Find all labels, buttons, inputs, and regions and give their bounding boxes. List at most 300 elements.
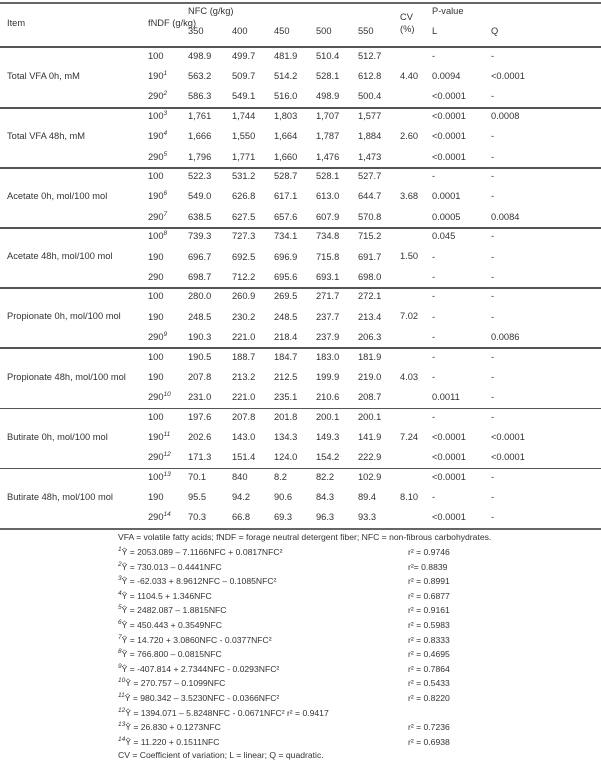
table-top-rule bbox=[0, 2, 601, 4]
nfc-value: 1,761 bbox=[188, 111, 212, 122]
r-squared: r² = 0.5983 bbox=[408, 620, 450, 630]
p-linear: - bbox=[432, 171, 436, 182]
fndf-value bbox=[148, 472, 171, 482]
footnote-ref: 12 bbox=[163, 450, 171, 458]
header-rule bbox=[0, 46, 601, 48]
nfc-value: 272.1 bbox=[358, 291, 382, 302]
fndf-number: 290 bbox=[148, 391, 164, 402]
nfc-value: 498.9 bbox=[316, 91, 340, 102]
p-quadratic: - bbox=[491, 291, 495, 302]
nfc-value: 627.5 bbox=[232, 211, 256, 222]
footnote-number: 7 bbox=[118, 633, 122, 641]
footnote-ref: 3 bbox=[163, 110, 168, 117]
nfc-value: 200.1 bbox=[316, 411, 340, 422]
nfc-value: 734.1 bbox=[274, 231, 298, 242]
nfc-value: 739.3 bbox=[188, 231, 212, 242]
p-quadratic: - bbox=[491, 491, 495, 502]
fndf-value bbox=[148, 131, 167, 141]
group-rule bbox=[0, 528, 601, 530]
nfc-value: 500.4 bbox=[358, 91, 382, 102]
nfc-value: 528.1 bbox=[316, 171, 340, 182]
equation-footnote bbox=[118, 635, 272, 645]
equation-text: Ŷ = -407.814 + 2.7344NFC - 0.0293NFC² bbox=[121, 663, 280, 674]
nfc-value: 698.7 bbox=[188, 271, 212, 282]
nfc-value: 221.0 bbox=[232, 391, 256, 402]
fndf-number: 100 bbox=[148, 51, 164, 61]
equation-footnote bbox=[118, 678, 225, 688]
p-quadratic: - bbox=[491, 391, 495, 402]
footnote-number: 3 bbox=[118, 575, 122, 583]
fndf-value bbox=[148, 352, 164, 362]
nfc-value: 90.6 bbox=[274, 491, 293, 502]
item-label: Total VFA 48h, mM bbox=[7, 131, 86, 142]
equation-footnote bbox=[118, 722, 221, 732]
p-quadratic: <0.0001 bbox=[491, 452, 525, 462]
fndf-value bbox=[148, 212, 167, 222]
nfc-value: 269.5 bbox=[274, 291, 298, 302]
nfc-value: 607.9 bbox=[316, 211, 340, 222]
nfc-value: 657.6 bbox=[274, 211, 298, 222]
cv-value: 2.60 bbox=[400, 131, 419, 142]
header-nfc-400: 400 bbox=[232, 26, 248, 36]
nfc-value: 124.0 bbox=[274, 452, 298, 462]
nfc-value: 514.2 bbox=[274, 71, 298, 82]
nfc-value: 260.9 bbox=[232, 291, 256, 302]
header-l: L bbox=[432, 26, 438, 36]
nfc-value: 141.9 bbox=[358, 431, 382, 442]
p-quadratic: 0.0008 bbox=[491, 111, 520, 122]
header-q: Q bbox=[491, 26, 499, 36]
p-linear: - bbox=[432, 371, 436, 382]
item-label: Propionate 0h, mol/100 mol bbox=[7, 311, 121, 322]
group-rule bbox=[0, 227, 601, 229]
nfc-value: 1,476 bbox=[316, 151, 340, 162]
nfc-value: 210.6 bbox=[316, 391, 340, 402]
equation-footnote bbox=[118, 620, 222, 630]
p-linear: - bbox=[432, 331, 436, 342]
nfc-value: 691.7 bbox=[358, 251, 382, 262]
footnote-ref: 13 bbox=[163, 470, 171, 478]
nfc-value: 69.3 bbox=[274, 512, 293, 523]
item-label: Total VFA 0h, mM bbox=[7, 71, 80, 81]
fndf-value bbox=[148, 372, 164, 382]
nfc-value: 199.9 bbox=[316, 371, 340, 382]
fndf-number: 100 bbox=[148, 291, 164, 302]
cv-value: 7.02 bbox=[400, 311, 419, 322]
p-quadratic: - bbox=[491, 91, 495, 102]
p-linear: - bbox=[432, 251, 436, 262]
fndf-number: 290 bbox=[148, 331, 164, 342]
fndf-number: 190 bbox=[148, 311, 164, 322]
p-linear: <0.0001 bbox=[432, 151, 466, 162]
footnote-number: 4 bbox=[118, 589, 122, 597]
p-linear: <0.0001 bbox=[432, 431, 466, 442]
equation-text: Ŷ = 1394.071 – 5.8248NFC - 0.0671NFC² r² = 0.9417 bbox=[125, 707, 329, 718]
p-linear: - bbox=[432, 51, 436, 61]
r-squared: r² = 0.7236 bbox=[408, 722, 450, 733]
nfc-value: 190.5 bbox=[188, 351, 212, 362]
nfc-value: 695.6 bbox=[274, 271, 298, 282]
nfc-value: 499.7 bbox=[232, 51, 256, 61]
item-label: Butirate 48h, mol/100 mol bbox=[7, 491, 113, 502]
p-quadratic: - bbox=[491, 191, 495, 202]
nfc-value: 698.0 bbox=[358, 271, 382, 282]
p-quadratic: - bbox=[491, 411, 495, 422]
equation-text: Ŷ = 14.720 + 3.0860NFC - 0.0377NFC² bbox=[121, 634, 272, 645]
footnote-number: 10 bbox=[118, 677, 126, 685]
cv-value: 8.10 bbox=[400, 491, 419, 502]
nfc-value: 549.0 bbox=[188, 191, 212, 202]
equation-footnote bbox=[118, 708, 329, 718]
equation-text: Ŷ = 11.220 + 0.1511NFC bbox=[125, 736, 220, 747]
nfc-value: 522.3 bbox=[188, 171, 212, 182]
fndf-number: 290 bbox=[148, 452, 164, 462]
nfc-value: 1,771 bbox=[232, 151, 256, 162]
nfc-value: 201.8 bbox=[274, 411, 298, 422]
equation-footnote bbox=[118, 562, 222, 572]
p-quadratic: 0.0084 bbox=[491, 211, 520, 222]
nfc-value: 222.9 bbox=[358, 452, 382, 462]
nfc-value: 96.3 bbox=[316, 512, 335, 523]
fndf-number: 100 bbox=[148, 231, 164, 242]
footnote-number: 14 bbox=[118, 735, 126, 743]
p-linear: 0.0011 bbox=[432, 391, 460, 402]
p-quadratic: - bbox=[491, 51, 495, 61]
nfc-value: 271.7 bbox=[316, 291, 340, 302]
r-squared: r² = 0.7864 bbox=[408, 663, 450, 674]
nfc-value: 1,803 bbox=[274, 111, 298, 122]
header-cv-unit: (%) bbox=[400, 24, 415, 34]
group-rule bbox=[0, 107, 601, 109]
nfc-value: 248.5 bbox=[274, 311, 298, 322]
nfc-value: 212.5 bbox=[274, 371, 298, 382]
p-linear: 0.0001 bbox=[432, 191, 461, 202]
nfc-value: 181.9 bbox=[358, 351, 382, 362]
nfc-value: 134.3 bbox=[274, 431, 298, 442]
group-rule bbox=[0, 287, 601, 289]
fndf-number: 190 bbox=[148, 371, 164, 382]
fndf-number: 190 bbox=[148, 431, 164, 442]
nfc-value: 280.0 bbox=[188, 291, 212, 302]
p-linear: <0.0001 bbox=[432, 512, 466, 523]
footnote-ref: 5 bbox=[163, 150, 168, 158]
equation-text: Ŷ = 26.830 + 0.1273NFC bbox=[125, 722, 221, 733]
fndf-number: 290 bbox=[148, 91, 164, 102]
r-squared: r²= 0.8839 bbox=[408, 561, 448, 572]
nfc-value: 183.0 bbox=[316, 351, 340, 362]
cv-note: CV = Coefficient of variation; L = linear; Q = quadratic. bbox=[118, 750, 324, 760]
p-quadratic: - bbox=[491, 151, 495, 162]
fndf-number: 290 bbox=[148, 512, 164, 523]
nfc-value: 510.4 bbox=[316, 51, 340, 61]
header-nfc-550: 550 bbox=[358, 26, 374, 36]
equation-text: Ŷ = 766.800 – 0.0815NFC bbox=[121, 649, 222, 660]
r-squared: r² = 0.8333 bbox=[408, 634, 450, 645]
nfc-value: 727.3 bbox=[232, 231, 256, 242]
r-squared: r² = 0.6938 bbox=[408, 736, 450, 747]
nfc-value: 715.2 bbox=[358, 231, 382, 242]
nfc-value: 612.8 bbox=[358, 71, 382, 82]
fndf-number: 100 bbox=[148, 471, 164, 482]
fndf-number: 190 bbox=[148, 251, 164, 262]
nfc-value: 213.4 bbox=[358, 311, 382, 322]
p-quadratic: - bbox=[491, 351, 495, 362]
footnote-number: 5 bbox=[118, 604, 122, 612]
nfc-value: 712.2 bbox=[232, 271, 256, 282]
equation-footnote bbox=[118, 547, 282, 557]
fndf-number: 100 bbox=[148, 111, 164, 122]
nfc-value: 213.2 bbox=[232, 371, 256, 382]
nfc-value: 1,473 bbox=[358, 151, 382, 162]
footnote-ref: 11 bbox=[163, 430, 171, 438]
nfc-value: 626.8 bbox=[232, 191, 256, 202]
cv-value: 4.03 bbox=[400, 371, 419, 382]
fndf-number: 190 bbox=[148, 131, 164, 142]
nfc-value: 696.9 bbox=[274, 251, 298, 262]
p-quadratic: - bbox=[491, 271, 495, 282]
nfc-value: 692.5 bbox=[232, 251, 256, 262]
fndf-number: 290 bbox=[148, 211, 164, 222]
footnote-number: 13 bbox=[118, 721, 126, 729]
r-squared: r² = 0.6877 bbox=[408, 590, 450, 601]
fndf-value bbox=[148, 492, 164, 502]
nfc-value: 221.0 bbox=[232, 331, 256, 342]
nfc-value: 734.8 bbox=[316, 231, 340, 242]
fndf-number: 100 bbox=[148, 351, 164, 362]
nfc-value: 197.6 bbox=[188, 411, 212, 422]
footnote-ref: 1 bbox=[163, 70, 168, 78]
p-linear: <0.0001 bbox=[432, 91, 466, 102]
group-rule bbox=[0, 347, 601, 349]
equation-footnote bbox=[118, 649, 222, 659]
fndf-number: 190 bbox=[148, 191, 164, 202]
p-quadratic: - bbox=[491, 311, 495, 322]
nfc-value: 696.7 bbox=[188, 251, 212, 262]
p-linear: - bbox=[432, 491, 436, 502]
equation-footnote bbox=[118, 737, 220, 747]
nfc-value: 231.0 bbox=[188, 391, 212, 402]
nfc-value: 1,796 bbox=[188, 151, 212, 162]
nfc-value: 1,884 bbox=[358, 131, 382, 142]
cv-value: 3.68 bbox=[400, 191, 419, 202]
p-quadratic: - bbox=[491, 371, 495, 382]
fndf-number: 190 bbox=[148, 491, 164, 502]
footnote-ref: 14 bbox=[163, 511, 171, 518]
footnote-ref: 6 bbox=[163, 190, 168, 198]
fndf-value bbox=[148, 111, 167, 121]
nfc-value: 93.3 bbox=[358, 512, 377, 523]
fndf-number: 100 bbox=[148, 171, 164, 182]
p-linear: 0.045 bbox=[432, 231, 456, 242]
nfc-value: 1,577 bbox=[358, 111, 382, 122]
fndf-value bbox=[148, 272, 164, 282]
p-quadratic: <0.0001 bbox=[491, 431, 525, 442]
nfc-value: 89.4 bbox=[358, 491, 377, 502]
nfc-value: 219.0 bbox=[358, 371, 382, 382]
equation-footnote bbox=[118, 693, 279, 703]
footnote-ref: 4 bbox=[163, 130, 168, 138]
header-nfc: NFC (g/kg) bbox=[188, 6, 234, 16]
p-linear: <0.0001 bbox=[432, 471, 466, 482]
p-quadratic: - bbox=[491, 251, 495, 262]
nfc-value: 149.3 bbox=[316, 431, 340, 442]
fndf-value bbox=[148, 291, 164, 301]
p-quadratic: - bbox=[491, 512, 495, 523]
nfc-value: 570.8 bbox=[358, 211, 382, 222]
fndf-value bbox=[148, 191, 167, 201]
nfc-value: 70.3 bbox=[188, 512, 207, 523]
nfc-value: 498.9 bbox=[188, 51, 212, 61]
group-rule bbox=[0, 408, 601, 410]
header-pvalue: P-value bbox=[432, 6, 464, 16]
group-rule bbox=[0, 468, 601, 470]
fndf-number: 290 bbox=[148, 151, 164, 162]
header-nfc-450: 450 bbox=[274, 26, 290, 36]
nfc-value: 693.1 bbox=[316, 271, 340, 282]
fndf-value bbox=[148, 231, 167, 241]
nfc-value: 1,787 bbox=[316, 131, 340, 142]
p-quadratic: <0.0001 bbox=[491, 71, 525, 82]
nfc-value: 208.7 bbox=[358, 391, 382, 402]
p-linear: <0.0001 bbox=[432, 131, 466, 142]
nfc-value: 1,664 bbox=[274, 131, 298, 142]
fndf-value bbox=[148, 392, 171, 402]
nfc-value: 237.9 bbox=[316, 331, 340, 342]
nfc-value: 617.1 bbox=[274, 191, 298, 202]
equation-text: Ŷ = -62.033 + 8.9612NFC – 0.1085NFC² bbox=[121, 576, 277, 587]
footnote-ref: 7 bbox=[163, 210, 168, 218]
p-quadratic: - bbox=[491, 231, 495, 242]
r-squared: r² = 0.4695 bbox=[408, 649, 450, 660]
nfc-value: 613.0 bbox=[316, 191, 340, 202]
nfc-value: 154.2 bbox=[316, 452, 340, 462]
nfc-value: 527.7 bbox=[358, 171, 382, 182]
fndf-value bbox=[148, 71, 167, 81]
nfc-value: 549.1 bbox=[232, 91, 256, 102]
r-squared: r² = 0.8220 bbox=[408, 693, 450, 703]
p-quadratic: - bbox=[491, 131, 495, 142]
nfc-value: 70.1 bbox=[188, 471, 207, 482]
fndf-value bbox=[148, 252, 164, 262]
nfc-value: 207.8 bbox=[232, 411, 256, 422]
equation-text: Ŷ = 2482.087 – 1.8815NFC bbox=[121, 605, 227, 616]
nfc-value: 66.8 bbox=[232, 512, 251, 523]
nfc-value: 190.3 bbox=[188, 331, 212, 342]
fndf-value bbox=[148, 152, 167, 162]
nfc-value: 248.5 bbox=[188, 311, 212, 322]
nfc-value: 143.0 bbox=[232, 431, 256, 442]
nfc-value: 235.1 bbox=[274, 391, 298, 402]
nfc-value: 8.2 bbox=[274, 471, 287, 482]
nfc-value: 188.7 bbox=[232, 351, 256, 362]
nfc-value: 218.4 bbox=[274, 331, 298, 342]
p-linear: - bbox=[432, 311, 436, 322]
header-nfc-350: 350 bbox=[188, 26, 204, 36]
nfc-value: 171.3 bbox=[188, 452, 212, 462]
footnote-number: 2 bbox=[118, 560, 122, 568]
nfc-value: 516.0 bbox=[274, 91, 298, 102]
nfc-value: 644.7 bbox=[358, 191, 382, 202]
equation-text: Ŷ = 1104.5 + 1.346NFC bbox=[121, 590, 212, 601]
r-squared: r² = 0.8991 bbox=[408, 576, 450, 587]
fndf-value bbox=[148, 91, 167, 101]
equation-footnote bbox=[118, 576, 276, 586]
r-squared: r² = 0.5433 bbox=[408, 678, 450, 689]
nfc-value: 638.5 bbox=[188, 211, 212, 222]
nfc-value: 237.7 bbox=[316, 311, 340, 322]
footnote-number: 8 bbox=[118, 648, 122, 656]
item-label: Acetate 48h, mol/100 mol bbox=[7, 251, 113, 262]
equation-text: Ŷ = 270.757 – 0.1099NFC bbox=[125, 678, 226, 689]
fndf-value bbox=[148, 412, 164, 422]
p-linear: 0.0094 bbox=[432, 71, 461, 82]
nfc-value: 481.9 bbox=[274, 51, 298, 61]
nfc-value: 1,666 bbox=[188, 131, 212, 142]
p-linear: <0.0001 bbox=[432, 111, 466, 122]
fndf-value bbox=[148, 452, 171, 462]
p-linear: - bbox=[432, 271, 436, 282]
nfc-value: 102.9 bbox=[358, 471, 382, 482]
fndf-number: 100 bbox=[148, 411, 164, 422]
p-linear: 0.0005 bbox=[432, 211, 461, 222]
nfc-value: 563.2 bbox=[188, 71, 212, 82]
item-label: Butirate 0h, mol/100 mol bbox=[7, 431, 108, 442]
fndf-value bbox=[148, 51, 164, 61]
footnote-ref: 2 bbox=[163, 90, 168, 98]
footnote-ref: 8 bbox=[163, 230, 168, 238]
nfc-value: 528.1 bbox=[316, 71, 340, 82]
cv-value: 4.40 bbox=[400, 71, 419, 81]
nfc-value: 94.2 bbox=[232, 491, 251, 502]
nfc-value: 151.4 bbox=[232, 452, 256, 462]
nfc-value: 531.2 bbox=[232, 171, 256, 182]
equation-text: Ŷ = 450.443 + 0.3549NFC bbox=[121, 620, 222, 630]
nfc-value: 528.7 bbox=[274, 171, 298, 182]
equation-footnote bbox=[118, 605, 227, 615]
footnote-ref: 10 bbox=[163, 390, 171, 398]
nfc-value: 207.8 bbox=[188, 371, 212, 382]
header-fndf: fNDF (g/kg) bbox=[148, 18, 197, 28]
nfc-value: 206.3 bbox=[358, 331, 382, 342]
equation-footnote bbox=[118, 664, 279, 674]
footnote-ref: 9 bbox=[163, 330, 168, 338]
footnote-number: 11 bbox=[118, 692, 125, 700]
cv-value: 1.50 bbox=[400, 251, 419, 262]
fndf-value bbox=[148, 312, 164, 322]
footnote-number: 12 bbox=[118, 706, 126, 714]
header-item: Item bbox=[7, 18, 26, 28]
nfc-value: 840 bbox=[232, 471, 248, 482]
nfc-value: 82.2 bbox=[316, 471, 335, 482]
p-quadratic: - bbox=[491, 471, 495, 482]
item-label: Propionate 48h, mol/100 mol bbox=[7, 371, 126, 382]
fndf-number: 290 bbox=[148, 271, 164, 282]
p-linear: - bbox=[432, 351, 436, 362]
fndf-value bbox=[148, 171, 164, 181]
equation-footnote bbox=[118, 591, 212, 601]
nfc-value: 1,707 bbox=[316, 111, 340, 122]
p-linear: - bbox=[432, 411, 436, 422]
fndf-value bbox=[148, 432, 170, 442]
fndf-value bbox=[148, 332, 167, 342]
header-nfc-500: 500 bbox=[316, 26, 332, 36]
group-rule bbox=[0, 167, 601, 169]
abbreviations-note: VFA = volatile fatty acids; fNDF = forage neutral detergent fiber; NFC = non-fibrous carbohydrates. bbox=[118, 532, 492, 542]
cv-value: 7.24 bbox=[400, 431, 419, 442]
nfc-value: 1,660 bbox=[274, 151, 298, 162]
item-label: Acetate 0h, mol/100 mol bbox=[7, 191, 108, 202]
r-squared: r² = 0.9746 bbox=[408, 547, 450, 557]
